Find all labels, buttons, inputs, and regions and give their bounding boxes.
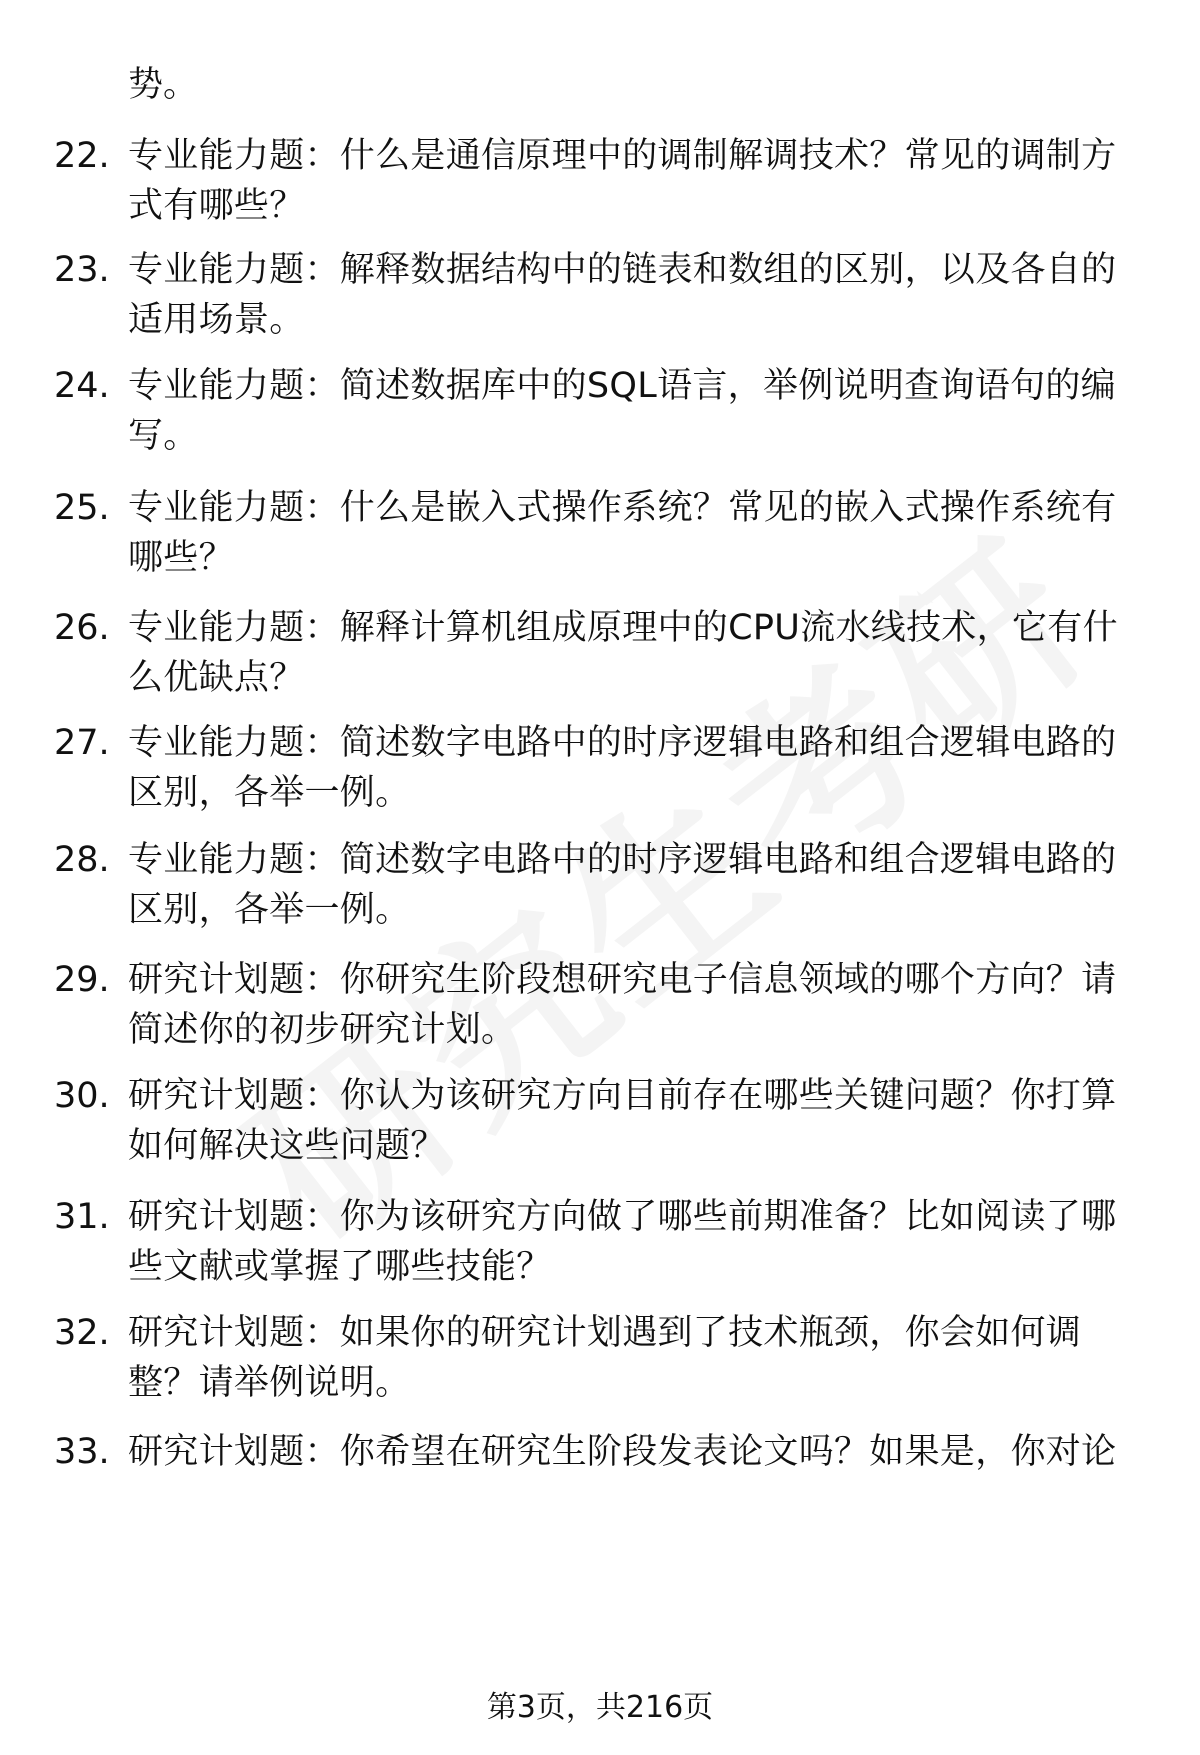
item-number: 33. — [54, 1432, 110, 1472]
item-text: 专业能力题：什么是嵌入式操作系统？常见的嵌入式操作系统有哪些？ — [128, 488, 1117, 578]
item-number: 22. — [54, 136, 110, 176]
item-text: 研究计划题：如果你的研究计划遇到了技术瓶颈，你会如何调整？请举例说明。 — [128, 1313, 1082, 1403]
item-text: 研究计划题：你为该研究方向做了哪些前期准备？比如阅读了哪些文献或掌握了哪些技能？ — [128, 1197, 1117, 1287]
item-text: 专业能力题：简述数字电路中的时序逻辑电路和组合逻辑电路的区别，各举一例。 — [128, 723, 1117, 813]
item-number: 30. — [54, 1076, 110, 1116]
item-number: 23. — [54, 250, 110, 290]
item-text: 专业能力题：什么是通信原理中的调制解调技术？常见的调制方式有哪些？ — [128, 136, 1117, 226]
item-number: 32. — [54, 1313, 110, 1353]
item-text: 专业能力题：解释数据结构中的链表和数组的区别，以及各自的适用场景。 — [128, 250, 1117, 340]
item-number: 28. — [54, 840, 110, 880]
item-text: 专业能力题：简述数字电路中的时序逻辑电路和组合逻辑电路的区别，各举一例。 — [128, 840, 1117, 930]
item-number: 29. — [54, 960, 110, 1000]
item-text: 专业能力题：简述数据库中的SQL语言，举例说明查询语句的编写。 — [128, 366, 1116, 456]
item-text: 专业能力题：解释计算机组成原理中的CPU流水线技术，它有什么优缺点？ — [128, 608, 1118, 698]
page-number-footer: 第3页，共216页 — [486, 1690, 714, 1725]
item-number: 26. — [54, 608, 110, 648]
item-number: 24. — [54, 366, 110, 406]
item-number: 27. — [54, 723, 110, 763]
item-number: 25. — [54, 488, 110, 528]
item-number: 31. — [54, 1197, 110, 1237]
item-text: 研究计划题：你希望在研究生阶段发表论文吗？如果是，你对论 — [128, 1432, 1117, 1472]
item-text: 研究计划题：你认为该研究方向目前存在哪些关键问题？你打算如何解决这些问题？ — [128, 1076, 1117, 1166]
continuation-text: 势。 — [128, 65, 199, 105]
item-text: 研究计划题：你研究生阶段想研究电子信息领域的哪个方向？请简述你的初步研究计划。 — [128, 960, 1117, 1050]
